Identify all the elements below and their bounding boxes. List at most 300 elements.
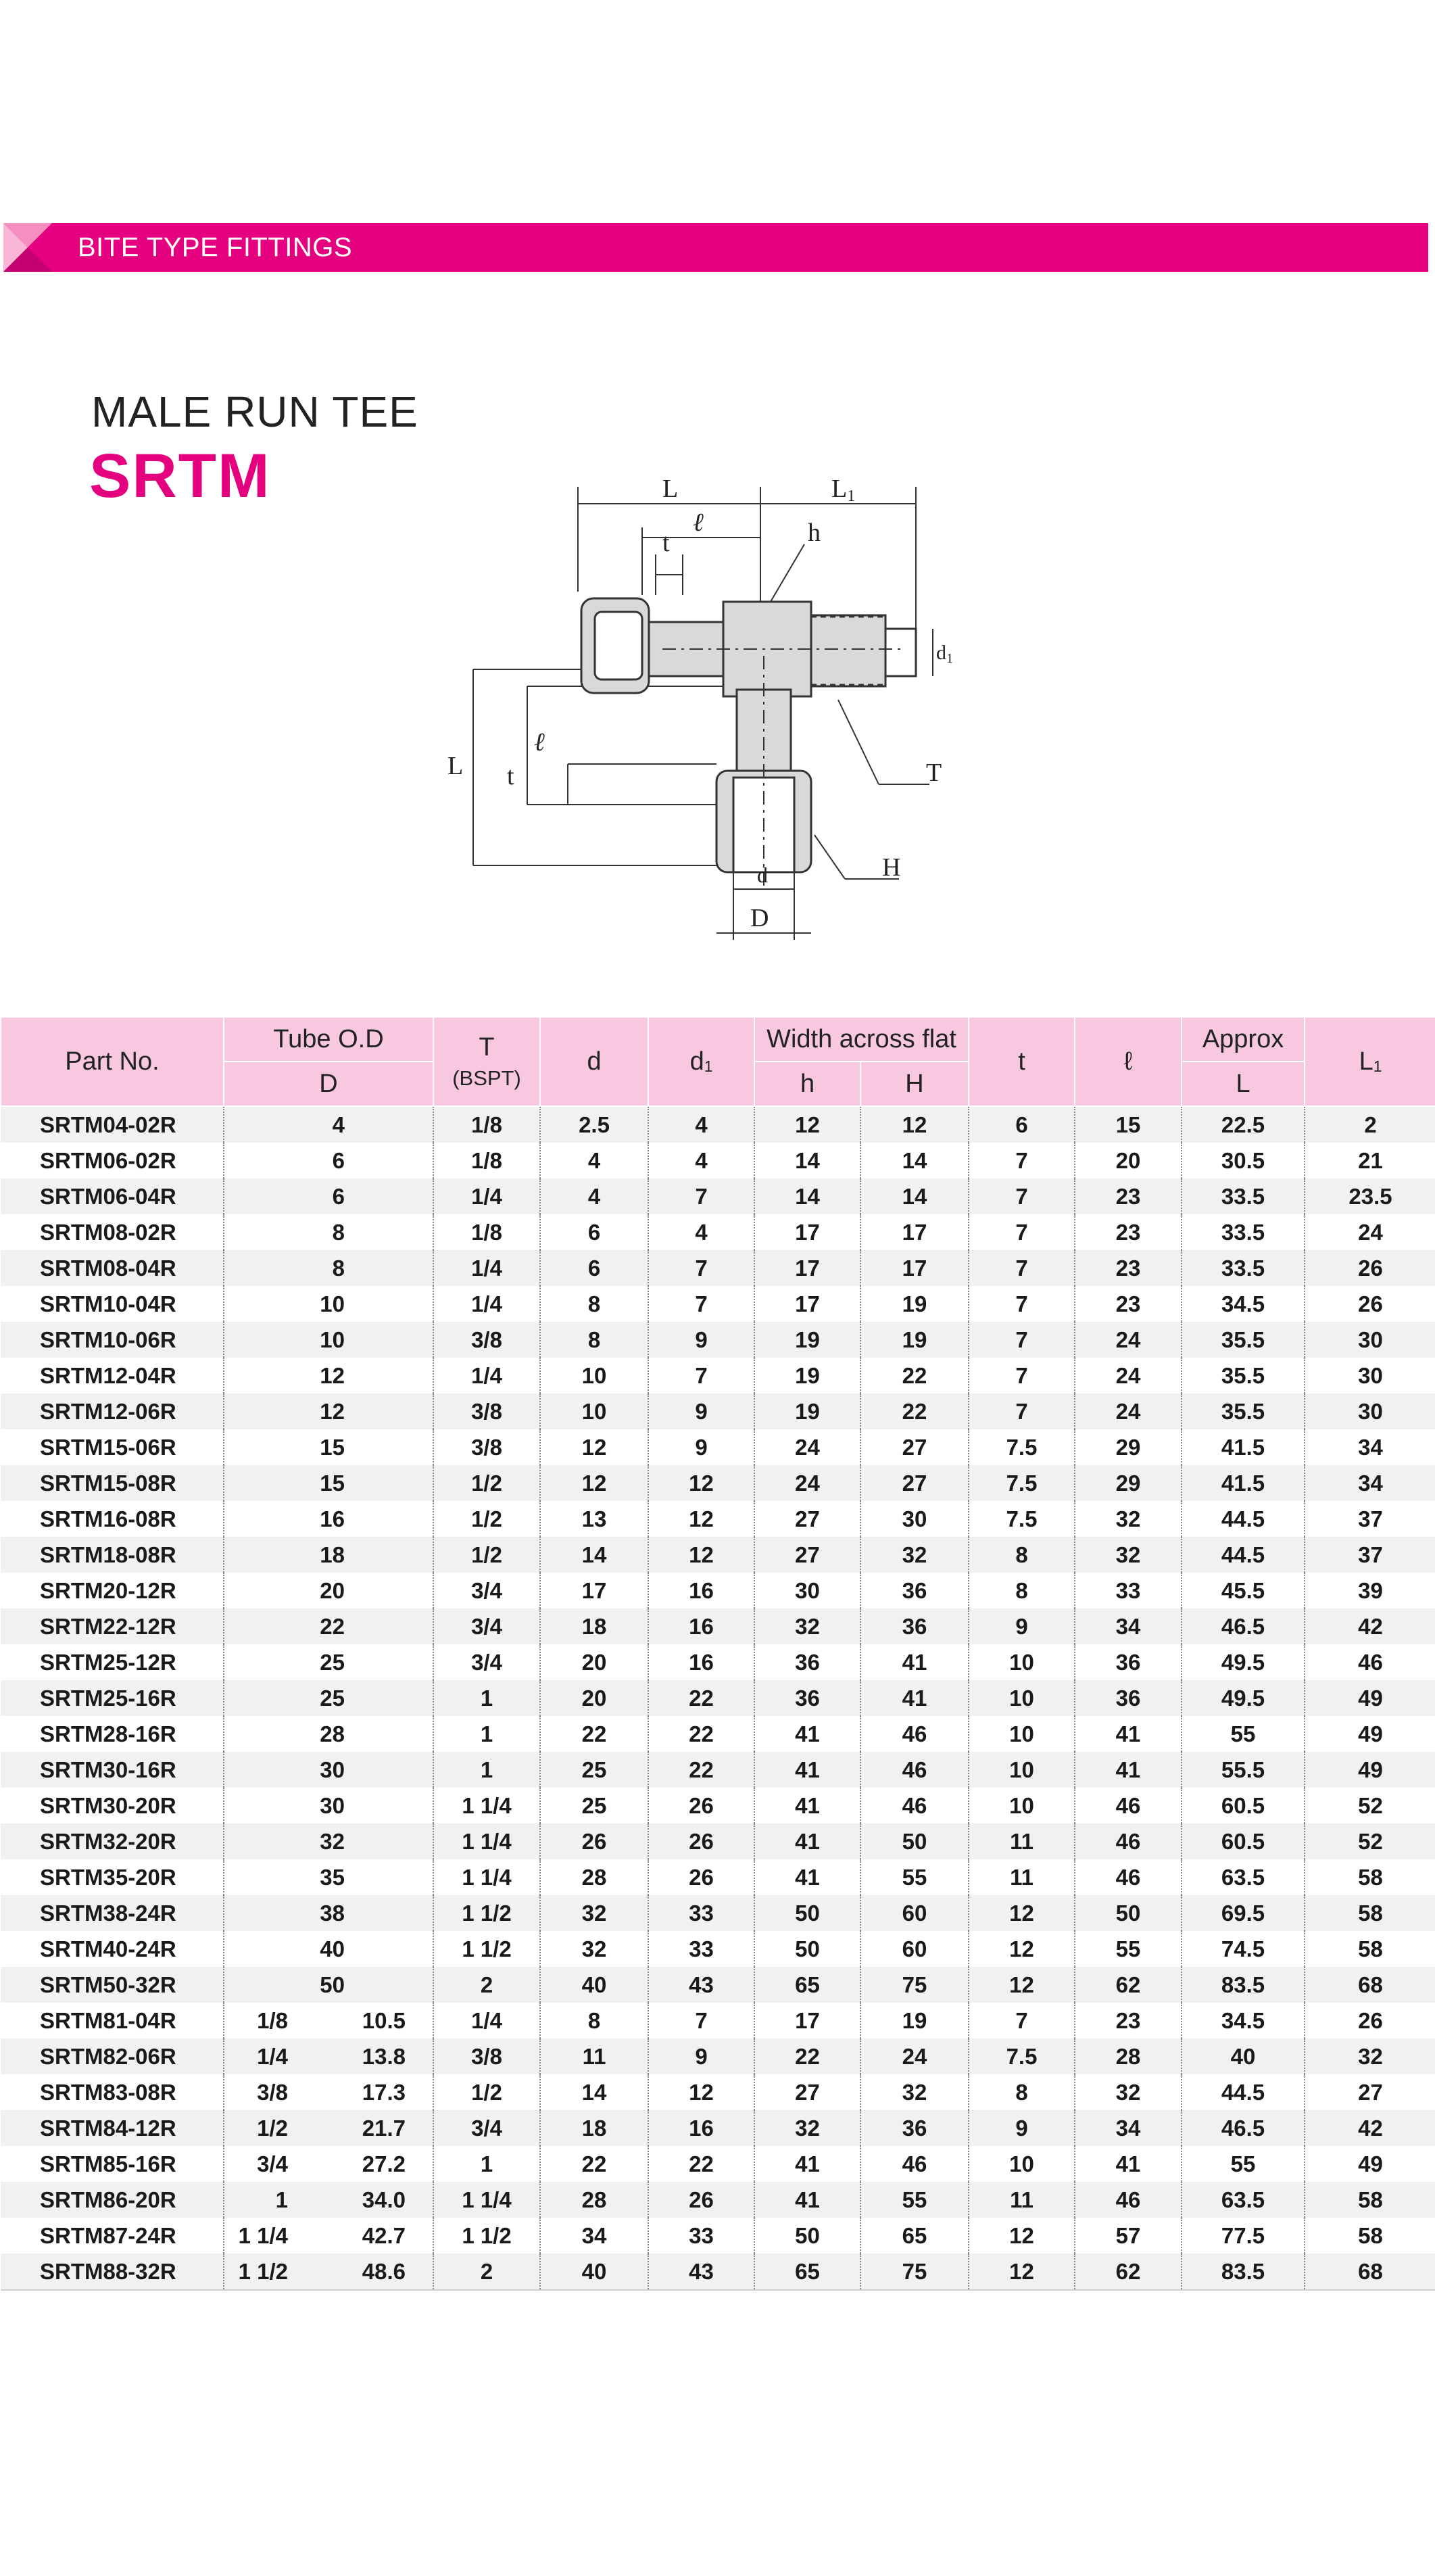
table-row <box>1 1143 1435 1178</box>
cell-H: 41 <box>860 1680 969 1716</box>
cell-l: 34 <box>1075 2110 1182 2146</box>
cell-d1: 7 <box>648 2003 754 2038</box>
cell-l: 50 <box>1075 1895 1182 1931</box>
cell-t: 12 <box>969 1931 1075 1967</box>
cell-d1: 9 <box>648 1429 754 1465</box>
cell-H: 50 <box>860 1823 969 1859</box>
cell-T: 1/2 <box>433 1501 540 1537</box>
table-row <box>1 1429 1435 1465</box>
cell-H: 14 <box>860 1143 969 1178</box>
cell-L1: 46 <box>1305 1644 1435 1680</box>
cell-d: 20 <box>540 1680 648 1716</box>
cell-L1: 68 <box>1305 1967 1435 2003</box>
section-title: BITE TYPE FITTINGS <box>78 233 353 262</box>
cell-l: 55 <box>1075 1931 1182 1967</box>
cell-H: 36 <box>860 1608 969 1644</box>
cell-l: 29 <box>1075 1465 1182 1501</box>
cell-part-no: SRTM40-24R <box>1 1931 224 1967</box>
cell-T: 1/2 <box>433 1465 540 1501</box>
svg-text:L: L <box>662 475 679 503</box>
cell-L1: 34 <box>1305 1429 1435 1465</box>
cell-h: 65 <box>754 1967 860 2003</box>
cell-d: 32 <box>540 1931 648 1967</box>
cell-H: 19 <box>860 2003 969 2038</box>
cell-part-no: SRTM10-04R <box>1 1286 224 1322</box>
cell-L: 49.5 <box>1182 1644 1305 1680</box>
product-code: SRTM <box>89 442 271 510</box>
cell-h: 36 <box>754 1680 860 1716</box>
table-row <box>1 1573 1435 1608</box>
cell-l: 46 <box>1075 1788 1182 1823</box>
cell-tube-od: 20 <box>224 1573 433 1608</box>
cell-l: 32 <box>1075 2074 1182 2110</box>
cell-L: 45.5 <box>1182 1573 1305 1608</box>
cell-H: 32 <box>860 2074 969 2110</box>
cell-l: 24 <box>1075 1322 1182 1358</box>
cell-d1: 12 <box>648 1465 754 1501</box>
cell-l: 29 <box>1075 1429 1182 1465</box>
svg-text:L: L <box>447 752 464 780</box>
cell-d1: 7 <box>648 1286 754 1322</box>
cell-h: 65 <box>754 2253 860 2290</box>
cell-H: 41 <box>860 1644 969 1680</box>
cell-L1: 37 <box>1305 1537 1435 1573</box>
cell-d1: 4 <box>648 1106 754 1143</box>
cell-d1: 22 <box>648 1680 754 1716</box>
cell-part-no: SRTM08-02R <box>1 1214 224 1250</box>
cell-tube-od: 10 <box>224 1286 433 1322</box>
cell-part-no: SRTM28-16R <box>1 1716 224 1752</box>
cell-L1: 24 <box>1305 1214 1435 1250</box>
cell-T: 1/8 <box>433 1143 540 1178</box>
cell-tube-od: 22 <box>224 1608 433 1644</box>
cell-L: 35.5 <box>1182 1393 1305 1429</box>
cell-l: 62 <box>1075 1967 1182 2003</box>
cell-tube-od-mm: 10.5 <box>329 2003 433 2038</box>
cell-d: 17 <box>540 1573 648 1608</box>
cell-d1: 22 <box>648 2146 754 2182</box>
cell-L: 63.5 <box>1182 2182 1305 2218</box>
cell-t: 7 <box>969 1358 1075 1393</box>
cell-H: 60 <box>860 1931 969 1967</box>
cell-tube-od-mm: 17.3 <box>329 2074 433 2110</box>
cell-d: 8 <box>540 1286 648 1322</box>
cell-T: 1/4 <box>433 1250 540 1286</box>
cell-T: 1 1/2 <box>433 1895 540 1931</box>
cell-d: 13 <box>540 1501 648 1537</box>
cell-t: 7 <box>969 2003 1075 2038</box>
col-h: h <box>754 1062 860 1106</box>
cell-tube-od: 6 <box>224 1143 433 1178</box>
col-approx-L: L <box>1182 1062 1305 1106</box>
cell-l: 24 <box>1075 1358 1182 1393</box>
cell-part-no: SRTM16-08R <box>1 1501 224 1537</box>
cell-L1: 27 <box>1305 2074 1435 2110</box>
cell-d1: 43 <box>648 2253 754 2290</box>
cell-L: 60.5 <box>1182 1823 1305 1859</box>
cell-T: 1 <box>433 1680 540 1716</box>
cell-d1: 7 <box>648 1250 754 1286</box>
cell-T: 1/4 <box>433 1358 540 1393</box>
svg-text:H: H <box>882 853 901 882</box>
cell-tube-od-mm: 34.0 <box>329 2182 433 2218</box>
cell-d: 28 <box>540 1859 648 1895</box>
cell-h: 27 <box>754 1501 860 1537</box>
cell-L: 74.5 <box>1182 1931 1305 1967</box>
cell-T: 3/8 <box>433 1429 540 1465</box>
cell-d: 4 <box>540 1143 648 1178</box>
cell-tube-od: 30 <box>224 1752 433 1788</box>
cell-d1: 12 <box>648 1537 754 1573</box>
cell-l: 57 <box>1075 2218 1182 2253</box>
cell-L: 40 <box>1182 2038 1305 2074</box>
cell-d1: 33 <box>648 1931 754 1967</box>
cell-H: 36 <box>860 2110 969 2146</box>
cell-t: 8 <box>969 1573 1075 1608</box>
cell-t: 7 <box>969 1178 1075 1214</box>
cell-L: 35.5 <box>1182 1322 1305 1358</box>
cell-T: 1/8 <box>433 1106 540 1143</box>
cell-tube-od: 25 <box>224 1644 433 1680</box>
table-row <box>1 1680 1435 1716</box>
svg-text:t: t <box>507 762 514 790</box>
cell-L: 44.5 <box>1182 1537 1305 1573</box>
cell-d1: 26 <box>648 1788 754 1823</box>
cell-h: 27 <box>754 2074 860 2110</box>
cell-part-no: SRTM08-04R <box>1 1250 224 1286</box>
cell-d: 14 <box>540 2074 648 2110</box>
cell-L1: 2 <box>1305 1106 1435 1143</box>
cell-d1: 4 <box>648 1214 754 1250</box>
cell-H: 36 <box>860 1573 969 1608</box>
table-row <box>1 2074 1435 2110</box>
cell-L1: 58 <box>1305 1859 1435 1895</box>
cell-h: 14 <box>754 1143 860 1178</box>
cell-T: 1/8 <box>433 1214 540 1250</box>
table-row <box>1 1608 1435 1644</box>
cell-d1: 26 <box>648 1859 754 1895</box>
cell-tube-od: 12 <box>224 1358 433 1393</box>
svg-text:T: T <box>926 759 942 787</box>
col-approx: Approx <box>1182 1018 1305 1062</box>
cell-tube-od-inch: 1/8 <box>224 2003 329 2038</box>
cell-L: 34.5 <box>1182 1286 1305 1322</box>
cell-tube-od-inch: 1 1/4 <box>224 2218 329 2253</box>
cell-d1: 16 <box>648 1608 754 1644</box>
svg-text:L1: L1 <box>831 475 856 505</box>
cell-h: 41 <box>754 1859 860 1895</box>
cell-H: 46 <box>860 2146 969 2182</box>
cell-tube-od: 50 <box>224 1967 433 2003</box>
cell-h: 41 <box>754 1716 860 1752</box>
cell-d1: 33 <box>648 1895 754 1931</box>
cell-L: 55 <box>1182 2146 1305 2182</box>
cell-L1: 49 <box>1305 2146 1435 2182</box>
cell-t: 10 <box>969 1644 1075 1680</box>
cell-H: 32 <box>860 1537 969 1573</box>
cell-H: 46 <box>860 1752 969 1788</box>
cell-T: 3/4 <box>433 1573 540 1608</box>
svg-text:d1: d1 <box>936 642 953 666</box>
table-row <box>1 1393 1435 1429</box>
cell-L: 33.5 <box>1182 1214 1305 1250</box>
col-L1-sub: 1 <box>1373 1057 1382 1075</box>
cell-l: 36 <box>1075 1644 1182 1680</box>
cell-d: 8 <box>540 2003 648 2038</box>
cell-part-no: SRTM25-16R <box>1 1680 224 1716</box>
cell-tube-od: 8 <box>224 1214 433 1250</box>
cell-h: 19 <box>754 1393 860 1429</box>
cell-part-no: SRTM82-06R <box>1 2038 224 2074</box>
col-d: d <box>540 1018 648 1106</box>
cell-l: 33 <box>1075 1573 1182 1608</box>
cell-tube-od: 8 <box>224 1250 433 1286</box>
cell-d: 18 <box>540 1608 648 1644</box>
cell-part-no: SRTM86-20R <box>1 2182 224 2218</box>
cell-l: 36 <box>1075 1680 1182 1716</box>
cell-T: 1 1/4 <box>433 1859 540 1895</box>
product-name: MALE RUN TEE <box>91 387 418 436</box>
cell-L1: 26 <box>1305 1250 1435 1286</box>
cell-L: 55 <box>1182 1716 1305 1752</box>
cell-H: 75 <box>860 2253 969 2290</box>
col-L1 <box>1305 1018 1435 1106</box>
cell-T: 1 1/4 <box>433 2182 540 2218</box>
cell-H: 17 <box>860 1214 969 1250</box>
table-row <box>1 1859 1435 1895</box>
cell-d: 26 <box>540 1823 648 1859</box>
table-row <box>1 1788 1435 1823</box>
cell-T: 1/4 <box>433 2003 540 2038</box>
cell-h: 32 <box>754 2110 860 2146</box>
table-row <box>1 1895 1435 1931</box>
col-d1-sub: 1 <box>704 1057 713 1075</box>
cell-t: 7 <box>969 1250 1075 1286</box>
cell-H: 19 <box>860 1286 969 1322</box>
cell-tube-od-mm: 42.7 <box>329 2218 433 2253</box>
cell-h: 41 <box>754 1823 860 1859</box>
cell-part-no: SRTM30-20R <box>1 1788 224 1823</box>
cell-t: 10 <box>969 1788 1075 1823</box>
cell-d1: 22 <box>648 1716 754 1752</box>
cell-tube-od: 40 <box>224 1931 433 1967</box>
cell-t: 7.5 <box>969 1465 1075 1501</box>
cell-tube-od-inch: 1 <box>224 2182 329 2218</box>
cell-t: 7 <box>969 1286 1075 1322</box>
cell-d1: 12 <box>648 1501 754 1537</box>
cell-L: 44.5 <box>1182 1501 1305 1537</box>
cell-d: 11 <box>540 2038 648 2074</box>
table-row <box>1 2146 1435 2182</box>
cell-l: 32 <box>1075 1501 1182 1537</box>
table-row <box>1 2182 1435 2218</box>
cell-L: 35.5 <box>1182 1358 1305 1393</box>
table-row <box>1 1752 1435 1788</box>
cell-tube-od: 18 <box>224 1537 433 1573</box>
cell-H: 27 <box>860 1429 969 1465</box>
cell-tube-od: 4 <box>224 1106 433 1143</box>
cell-L1: 26 <box>1305 2003 1435 2038</box>
table-row <box>1 1358 1435 1393</box>
cell-T: 1 <box>433 1752 540 1788</box>
table-row <box>1 1465 1435 1501</box>
col-d1 <box>648 1018 754 1106</box>
svg-text:ℓ: ℓ <box>693 508 704 537</box>
cell-d1: 26 <box>648 1823 754 1859</box>
table-row <box>1 1823 1435 1859</box>
cell-part-no: SRTM22-12R <box>1 1608 224 1644</box>
cell-part-no: SRTM81-04R <box>1 2003 224 2038</box>
cell-part-no: SRTM25-12R <box>1 1644 224 1680</box>
cell-t: 12 <box>969 1967 1075 2003</box>
cell-H: 22 <box>860 1393 969 1429</box>
cell-tube-od-mm: 48.6 <box>329 2253 433 2290</box>
cell-L1: 30 <box>1305 1393 1435 1429</box>
cell-t: 7 <box>969 1393 1075 1429</box>
cell-T: 3/8 <box>433 1322 540 1358</box>
col-tube-od: Tube O.D <box>224 1018 433 1062</box>
cell-l: 28 <box>1075 2038 1182 2074</box>
cell-tube-od: 15 <box>224 1465 433 1501</box>
cell-H: 14 <box>860 1178 969 1214</box>
cell-H: 65 <box>860 2218 969 2253</box>
col-T <box>433 1018 540 1106</box>
cell-tube-od-inch: 1/4 <box>224 2038 329 2074</box>
cell-l: 20 <box>1075 1143 1182 1178</box>
cell-h: 30 <box>754 1573 860 1608</box>
cell-t: 7.5 <box>969 2038 1075 2074</box>
cell-d1: 9 <box>648 1322 754 1358</box>
cell-L: 46.5 <box>1182 1608 1305 1644</box>
cell-t: 7 <box>969 1214 1075 1250</box>
cell-d1: 4 <box>648 1143 754 1178</box>
cell-L: 41.5 <box>1182 1429 1305 1465</box>
cell-l: 41 <box>1075 2146 1182 2182</box>
cell-h: 41 <box>754 2182 860 2218</box>
cell-d: 2.5 <box>540 1106 648 1143</box>
cell-d1: 9 <box>648 2038 754 2074</box>
cell-part-no: SRTM15-06R <box>1 1429 224 1465</box>
cell-h: 24 <box>754 1465 860 1501</box>
svg-text:h: h <box>808 519 821 547</box>
cell-h: 17 <box>754 1214 860 1250</box>
table-row <box>1 2218 1435 2253</box>
cell-tube-od-mm: 27.2 <box>329 2146 433 2182</box>
cell-l: 23 <box>1075 1214 1182 1250</box>
cell-T: 2 <box>433 2253 540 2290</box>
cell-part-no: SRTM15-08R <box>1 1465 224 1501</box>
cell-d: 8 <box>540 1322 648 1358</box>
svg-text:D: D <box>750 904 769 932</box>
spec-table-body <box>1 1106 1435 2290</box>
cell-tube-od: 25 <box>224 1680 433 1716</box>
cell-h: 41 <box>754 1752 860 1788</box>
col-T-sub: (BSPT) <box>452 1066 521 1090</box>
col-d1-main: d <box>689 1047 704 1076</box>
table-row <box>1 1931 1435 1967</box>
cell-d1: 33 <box>648 2218 754 2253</box>
cell-h: 41 <box>754 1788 860 1823</box>
cell-L: 46.5 <box>1182 2110 1305 2146</box>
cell-L: 33.5 <box>1182 1250 1305 1286</box>
col-l: ℓ <box>1075 1018 1182 1106</box>
cell-part-no: SRTM12-04R <box>1 1358 224 1393</box>
svg-text:ℓ: ℓ <box>534 728 545 757</box>
cell-L: 41.5 <box>1182 1465 1305 1501</box>
svg-text:d: d <box>757 863 768 887</box>
cell-L1: 30 <box>1305 1322 1435 1358</box>
cell-d: 6 <box>540 1250 648 1286</box>
cell-part-no: SRTM87-24R <box>1 2218 224 2253</box>
cell-h: 32 <box>754 1608 860 1644</box>
cell-t: 7.5 <box>969 1501 1075 1537</box>
cell-h: 36 <box>754 1644 860 1680</box>
cell-t: 7 <box>969 1143 1075 1178</box>
cell-t: 8 <box>969 1537 1075 1573</box>
band-corner-icon <box>3 223 52 272</box>
table-row <box>1 1250 1435 1286</box>
cell-H: 60 <box>860 1895 969 1931</box>
cell-l: 46 <box>1075 1859 1182 1895</box>
cell-h: 17 <box>754 1286 860 1322</box>
cell-tube-od: 6 <box>224 1178 433 1214</box>
cell-L: 83.5 <box>1182 2253 1305 2290</box>
cell-T: 3/8 <box>433 1393 540 1429</box>
cell-part-no: SRTM88-32R <box>1 2253 224 2290</box>
cell-d: 28 <box>540 2182 648 2218</box>
cell-tube-od: 10 <box>224 1322 433 1358</box>
cell-tube-od-inch: 1/2 <box>224 2110 329 2146</box>
cell-L: 44.5 <box>1182 2074 1305 2110</box>
cell-L: 33.5 <box>1182 1178 1305 1214</box>
table-row <box>1 2110 1435 2146</box>
cell-t: 7 <box>969 1322 1075 1358</box>
cell-H: 24 <box>860 2038 969 2074</box>
cell-L1: 21 <box>1305 1143 1435 1178</box>
cell-L: 55.5 <box>1182 1752 1305 1788</box>
cell-L1: 52 <box>1305 1788 1435 1823</box>
cell-l: 34 <box>1075 1608 1182 1644</box>
cell-tube-od-inch: 3/4 <box>224 2146 329 2182</box>
cell-T: 1 <box>433 1716 540 1752</box>
cell-H: 75 <box>860 1967 969 2003</box>
cell-H: 55 <box>860 2182 969 2218</box>
cell-tube-od: 12 <box>224 1393 433 1429</box>
cell-L1: 49 <box>1305 1752 1435 1788</box>
cell-T: 3/4 <box>433 1608 540 1644</box>
cell-L1: 26 <box>1305 1286 1435 1322</box>
cell-L1: 58 <box>1305 1931 1435 1967</box>
cell-h: 50 <box>754 2218 860 2253</box>
cell-L: 63.5 <box>1182 1859 1305 1895</box>
cell-L1: 49 <box>1305 1680 1435 1716</box>
cell-l: 15 <box>1075 1106 1182 1143</box>
cell-T: 3/8 <box>433 2038 540 2074</box>
cell-H: 30 <box>860 1501 969 1537</box>
cell-part-no: SRTM35-20R <box>1 1859 224 1895</box>
cell-T: 1 1/4 <box>433 1788 540 1823</box>
cell-t: 9 <box>969 2110 1075 2146</box>
cell-H: 17 <box>860 1250 969 1286</box>
table-row <box>1 1286 1435 1322</box>
cell-l: 23 <box>1075 1250 1182 1286</box>
cell-d: 25 <box>540 1752 648 1788</box>
table-row <box>1 1322 1435 1358</box>
cell-T: 1/4 <box>433 1178 540 1214</box>
cell-d: 18 <box>540 2110 648 2146</box>
cell-d: 12 <box>540 1465 648 1501</box>
cell-tube-od: 30 <box>224 1788 433 1823</box>
